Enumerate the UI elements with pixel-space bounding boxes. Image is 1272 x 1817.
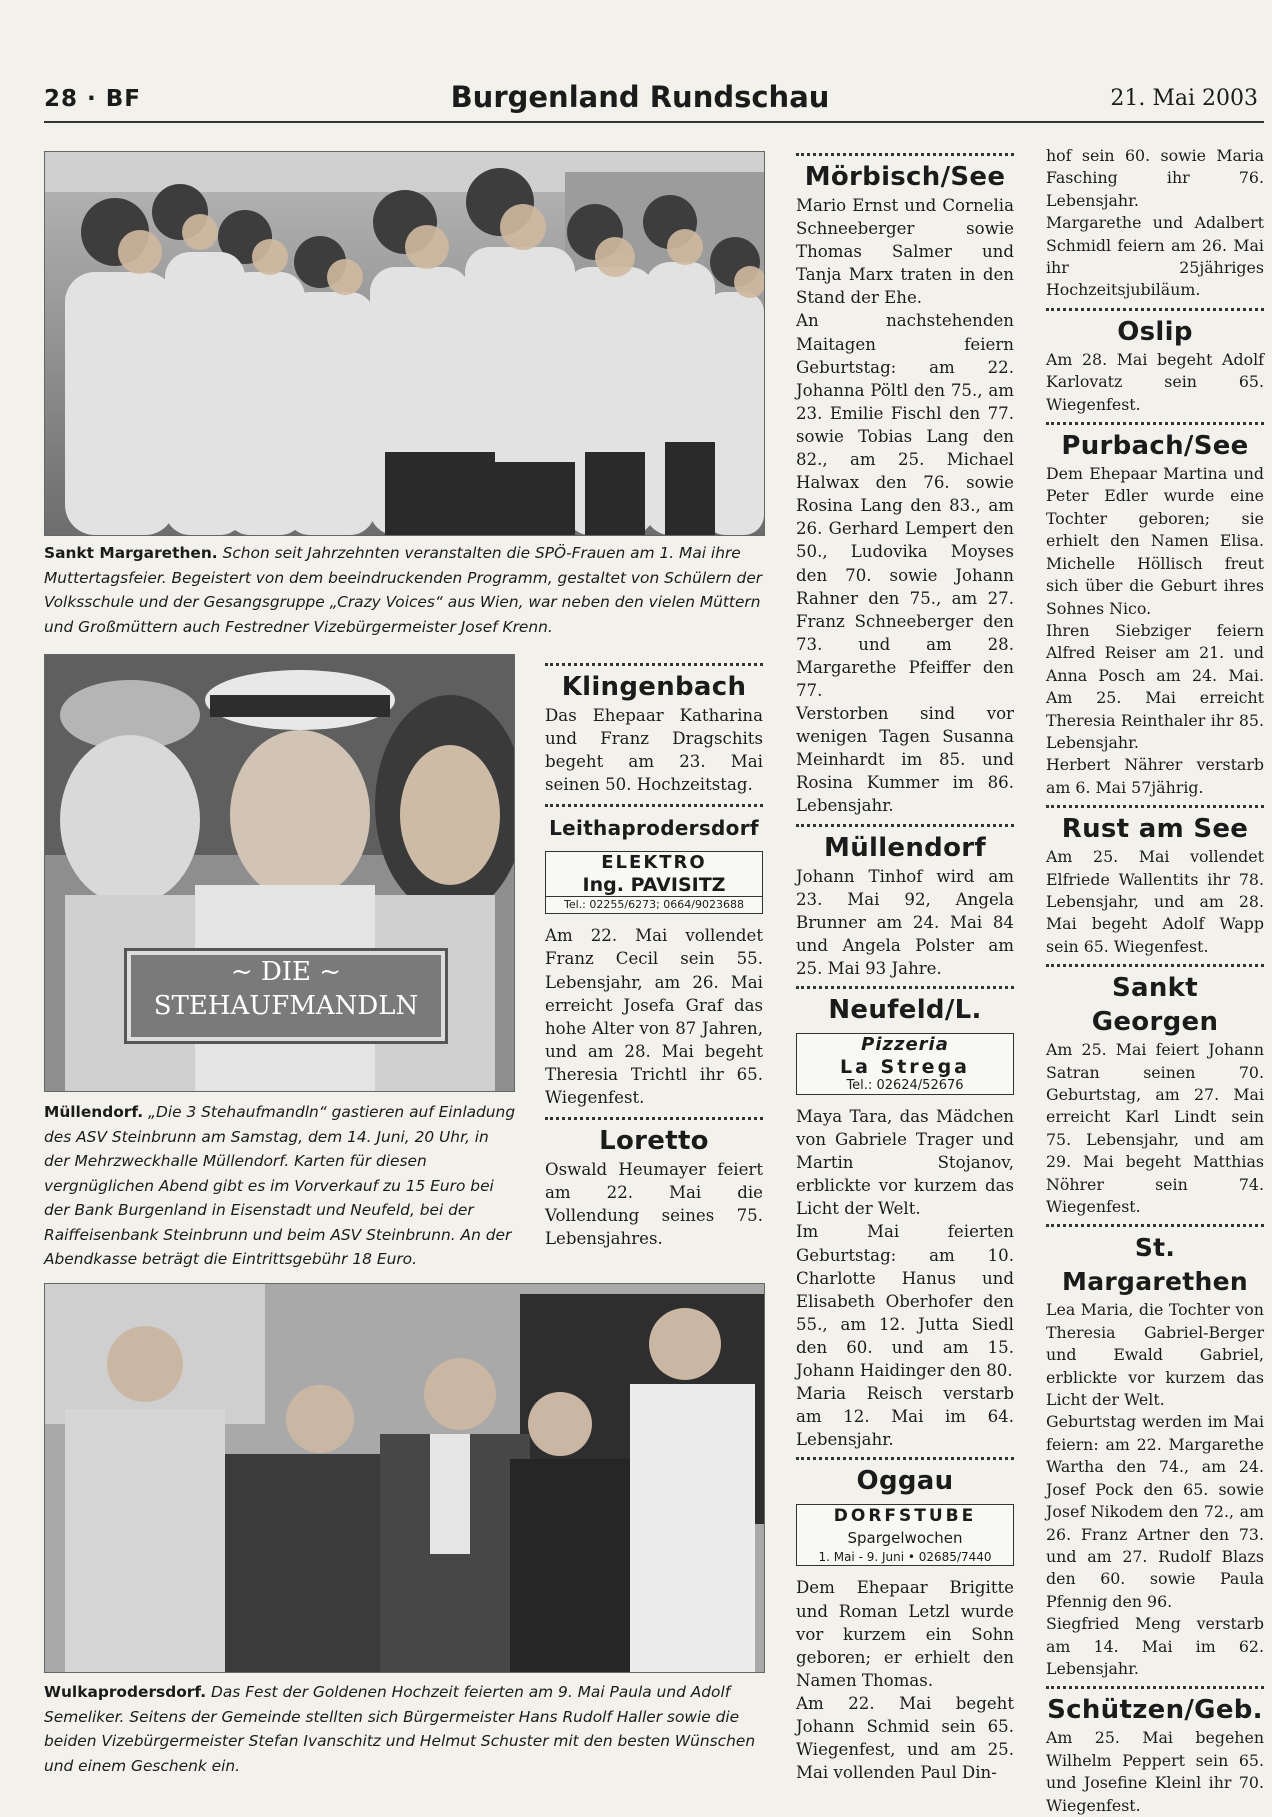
ad-pizzeria-line1: Pizzeria (861, 1034, 949, 1055)
caption-hochzeit-text: Das Fest der Goldenen Hochzeit feierten am 9. Mai Paula und Adolf Semeliker. Seitens der Gemeinde stellten sich Bürgermeister Hans Rudolf Haller sowie die beiden Vizebürgermeister Stefan Ivanschitz und Helmut Schuster mit den besten Wünschen und einem Geschenk ein. (44, 1683, 756, 1775)
header-rule (44, 121, 1264, 123)
text-purbach-2: Ihren Siebziger feiern Alfred Reiser am 21. und Anna Posch am 24. Mai. Am 25. Mai erreicht Theresia Reinthaler ihr 85. Lebensjahr. (1046, 620, 1264, 752)
text-purbach-3: Herbert Nährer verstarb am 6. Mai 57jährig. (1046, 755, 1264, 797)
ad-elektro-phone: Tel.: 02255/6273; 0664/9023688 (546, 896, 762, 913)
caption-stehaufmandln (44, 1100, 516, 1272)
divider (796, 986, 1014, 989)
heading-muellendorf: Müllendorf (824, 832, 986, 863)
sign-line1: ~ DIE ~ (230, 957, 342, 987)
goldene-hochzeit-image (45, 1284, 764, 1672)
column-1 (545, 661, 763, 1251)
divider (1046, 964, 1264, 967)
caption-children-lead: Sankt Margarethen. (44, 544, 218, 562)
caption-hochzeit (44, 1680, 766, 1778)
text-moerbisch-3: Verstorben sind vor wenigen Tagen Susanna Meinhardt im 85. und Rosina Kummer im 86. Lebensjahr. (796, 704, 1014, 816)
heading-schuetzen: Schützen/Geb. (1047, 1695, 1263, 1726)
divider (1046, 1224, 1264, 1227)
divider (796, 1457, 1014, 1460)
text-schuetzen: Am 25. Mai begehen Wilhelm Peppert sein 65. und Josefine Kleinl ihr 70. Wiegenfest. (1046, 1728, 1264, 1815)
divider (1046, 1686, 1264, 1689)
text-oggau-1: Dem Ehepaar Brigitte und Roman Letzl wurde vor kurzem ein Sohn geboren; er erhielt den Namen Thomas. (796, 1578, 1014, 1690)
page-number: 28 · BF (44, 86, 142, 112)
ad-dorfstube-line1: DORFSTUBE (833, 1506, 977, 1527)
caption-hochzeit-lead: Wulkaprodersdorf. (44, 1683, 207, 1701)
text-klingenbach: Das Ehepaar Katharina und Franz Dragschits begeht am 23. Mai seinen 50. Hochzeitstag. (545, 706, 763, 795)
text-cont-2: Margarethe und Adalbert Schmidl feiern am 26. Mai ihr 25jähriges Hochzeitsjubiläum. (1046, 213, 1264, 300)
text-neufeld-2: Im Mai feierten Geburtstag: am 10. Charlotte Hanus und Elisabeth Oberhofer den 55., am 12. Jutta Siedl den 60. und am 15. Johann Haidinger den 80. (796, 1222, 1014, 1381)
text-muellendorf: Johann Tinhof wird am 23. Mai 92, Angela Brunner am 24. Mai 84 und Angela Polster am 25. Mai 93 Jahre. (796, 866, 1014, 978)
text-leithaprodersdorf: Am 22. Mai vollendet Franz Cecil sein 55. Lebensjahr, am 26. Mai erreicht Josefa Graf das hohe Alter von 87 Jahren, und am 28. Mai begeht Theresia Trichtl ihr 65. Wiegenfest. (545, 926, 763, 1108)
heading-rust: Rust am See (1061, 814, 1249, 845)
divider (796, 824, 1014, 827)
text-neufeld-3: Maria Reisch verstarb am 12. Mai im 64. Lebensjahr. (796, 1384, 1014, 1450)
column-2 (796, 151, 1014, 1784)
divider (1046, 805, 1264, 808)
heading-klingenbach: Klingenbach (561, 672, 747, 702)
divider (545, 804, 763, 807)
caption-children (44, 541, 764, 639)
ad-elektro-pavisitz (545, 851, 763, 914)
ad-dorfstube-line2: Spargelwochen (847, 1529, 963, 1548)
text-cont-1: hof sein 60. sowie Maria Fasching ihr 76. Lebensjahr. (1046, 146, 1264, 210)
photo-stehaufmandln (44, 654, 515, 1092)
text-rust: Am 25. Mai vollendet Elfriede Wallentits ihr 78. Lebensjahr, und am 28. Mai begeht Adolf Wapp sein 65. Wiegenfest. (1046, 847, 1264, 956)
ad-pizzeria-la-strega (796, 1033, 1014, 1095)
divider (545, 663, 763, 666)
newspaper-title: Burgenland Rundschau (450, 80, 830, 114)
photo-goldene-hochzeit (44, 1283, 765, 1673)
ad-elektro-line1: ELEKTRO (601, 852, 707, 874)
photo-children-choir (44, 151, 765, 536)
divider (1046, 422, 1264, 425)
heading-moerbisch: Mörbisch/See (804, 162, 1006, 192)
text-moerbisch-2: An nachstehenden Maitagen feiern Geburtstag: am 22. Johanna Pöltl den 75., am 23. Emilie Fischl den 77. sowie Tobias Lang den 82., am 25. Michael Halwax den 76. sowie Rosina Lang den 83., am 26. Gerhard Lempert den 50., Ludovika Moyses den 70. sowie Johann Rahner den 75., am 27. Franz Schneeberger den 73. und am 28. Margarethe Pfeiffer den 77. (796, 311, 1014, 700)
text-st-margarethen-3: Siegfried Meng verstarb am 14. Mai im 62. Lebensjahr. (1046, 1614, 1264, 1678)
text-oslip: Am 28. Mai begeht Adolf Karlovatz sein 65. Wiegenfest. (1046, 349, 1264, 414)
column-3 (1046, 145, 1264, 1817)
heading-loretto: Loretto (599, 1126, 709, 1157)
stehaufmandln-sign (127, 951, 445, 1041)
divider (796, 153, 1014, 156)
text-sankt-georgen: Am 25. Mai feiert Johann Satran seinen 70. Geburtstag, am 27. Mai erreicht Karl Lindt sein 75. Lebensjahr, und am 29. Mai begeht Matthias Nöhrer sein 74. Wiegenfest. (1046, 1040, 1264, 1217)
sign-line2: STEHAUFMANDLN (153, 991, 419, 1021)
heading-st-margarethen: St. Margarethen (1062, 1233, 1248, 1297)
ad-dorfstube (796, 1504, 1014, 1566)
caption-stehaufmandln-lead: Müllendorf. (44, 1103, 144, 1121)
heading-oslip: Oslip (1117, 316, 1193, 347)
heading-oggau: Oggau (856, 1466, 954, 1497)
heading-neufeld: Neufeld/L. (828, 995, 982, 1025)
text-st-margarethen-1: Lea Maria, die Tochter von Theresia Gabriel-Berger und Ewald Gabriel, erblickte vor kurzem das Licht der Welt. (1046, 1300, 1264, 1410)
text-st-margarethen-2: Geburtstag werden im Mai feiern: am 22. Margarethe Wartha den 74., am 24. Josef Pock den 65. sowie Josef Nikodem den 72., am 26. Franz Artner den 73. und am 27. Rudolf Blazs den 60. sowie Paula Pfennig den 96. (1046, 1412, 1264, 1611)
ad-dorfstube-line3: 1. Mai - 9. Juni • 02685/7440 (818, 1550, 992, 1565)
children-choir-image (45, 152, 764, 535)
ad-elektro-line2: Ing. PAVISITZ (582, 874, 726, 897)
caption-stehaufmandln-text: „Die 3 Stehaufmandln“ gastieren auf Einladung des ASV Steinbrunn am Samstag, dem 14. Juni, 20 Uhr, in der Mehrzweckhalle Müllendorf. Karten für diesen vergnüglichen Abend gibt es im Vorverkauf zu 15 Euro bei der Bank Burgenland in Eisenstadt und Neufeld, bei der Raiffeisenbank Steinbrunn und beim ASV Steinbrunn. An der Abendkasse beträgt die Eintrittsgebühr 18 Euro. (44, 1103, 516, 1268)
text-oggau-2: Am 22. Mai begeht Johann Schmid sein 65. Wiegenfest, und am 25. Mai vollenden Paul Din- (796, 1693, 1014, 1783)
heading-leithaprodersdorf: Leithaprodersdorf (549, 816, 759, 841)
caption-children-text: Schon seit Jahrzehnten veranstalten die SPÖ-Frauen am 1. Mai ihre Muttertagsfeier. Begeistert von dem beeindruckenden Programm, gestaltet von Schülern der Volksschule und der Gesangsgruppe „Crazy Voices“ aus Wien, war neben den vielen Müttern und Großmüttern auch Festredner Vizebürgermeister Josef Krenn. (44, 544, 763, 636)
heading-sankt-georgen: Sankt Georgen (1091, 973, 1219, 1038)
text-loretto: Oswald Heumayer feiert am 22. Mai die Vollendung seines 75. Lebensjahres. (545, 1160, 763, 1249)
heading-purbach: Purbach/See (1061, 431, 1249, 462)
issue-date: 21. Mai 2003 (1110, 86, 1258, 111)
divider (545, 1117, 763, 1120)
ad-pizzeria-phone: Tel.: 02624/52676 (846, 1078, 964, 1093)
text-moerbisch-1: Mario Ernst und Cornelia Schneeberger sowie Thomas Salmer und Tanja Marx traten in den Stand der Ehe. (796, 196, 1014, 308)
divider (1046, 308, 1264, 311)
text-purbach-1: Dem Ehepaar Martina und Peter Edler wurde eine Tochter geboren; sie erhielt den Namen Elisa. Michelle Höllisch freut sich über die Geburt ihres Sohnes Nico. (1046, 464, 1264, 618)
text-neufeld-1: Maya Tara, das Mädchen von Gabriele Trager und Martin Stojanov, erblickte vor kurzem das Licht der Welt. (796, 1107, 1014, 1219)
ad-pizzeria-line2: La Strega (840, 1056, 970, 1078)
